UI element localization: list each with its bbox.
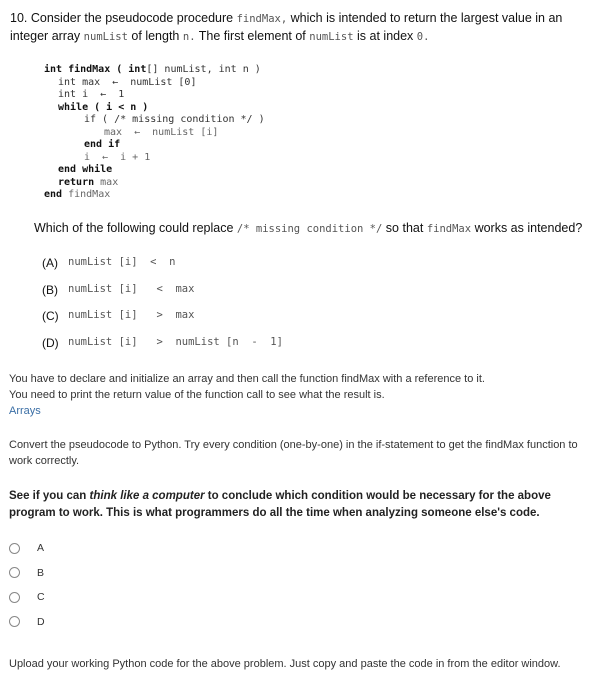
instruction-line-1: You have to declare and initialize an array and then call the function findMax with a reference to it.	[9, 373, 485, 385]
prompt-text: Which of the following could replace /* missing condition */ so that findMax works as intended?	[34, 221, 583, 235]
code-line-8: i ← i + 1	[84, 151, 151, 163]
radio-a[interactable]	[9, 543, 20, 554]
radio-d[interactable]	[9, 616, 20, 627]
answer-options	[42, 256, 283, 362]
option-c: (C) numList [i] > max	[42, 309, 195, 323]
question-text: 10. Consider the pseudocode procedure findMax, which is intended to return the largest value in an integer array numList of length n. The first element of numList is at index 0.	[10, 11, 563, 43]
choice-b[interactable]: B	[9, 561, 45, 586]
code-line-11: end findMax	[44, 189, 111, 200]
code-line-4: while ( i < n )	[58, 101, 149, 113]
radio-c[interactable]	[9, 592, 20, 603]
radio-b[interactable]	[9, 567, 20, 578]
code-line-5: if ( /* missing condition */ )	[84, 114, 265, 125]
upload-instructions: Upload your working Python code for the above problem. Just copy and paste the code in from the editor window.	[9, 658, 561, 670]
code-line-7: end if	[84, 139, 121, 150]
code-line-1: int findMax ( int[] numList, int n )	[44, 64, 261, 75]
instruction-line-2: You need to print the return value of the function call to see what the result is.	[9, 389, 385, 401]
choice-a[interactable]: A	[9, 536, 45, 561]
code-line-6: max ← numList [i]	[104, 126, 219, 138]
choice-c[interactable]: C	[9, 585, 45, 610]
option-d: (D) numList [i] > numList [n - 1]	[42, 335, 283, 350]
code-line-2: int max ← numList [0]	[58, 76, 197, 88]
choice-radio-group	[9, 536, 45, 634]
code-line-3: int i ← 1	[58, 89, 125, 100]
option-a: (A) numList [i] < n	[42, 256, 176, 270]
code-line-10: return max	[58, 176, 119, 188]
code-line-9: end while	[58, 164, 113, 175]
arrays-link[interactable]: Arrays	[9, 405, 41, 417]
option-b: (B) numList [i] < max	[42, 282, 195, 297]
pseudocode-block	[44, 64, 265, 202]
instructions-block	[9, 371, 589, 419]
think-like-computer-text: See if you can think like a computer to conclude which condition would be necessary for the above program to work. This is what programmers do all the time when analyzing someone else's code.	[9, 490, 551, 519]
choice-d[interactable]: D	[9, 610, 45, 635]
convert-instructions: Convert the pseudocode to Python. Try every condition (one-by-one) in the if-statement to get the findMax function to work correctly.	[9, 439, 578, 467]
